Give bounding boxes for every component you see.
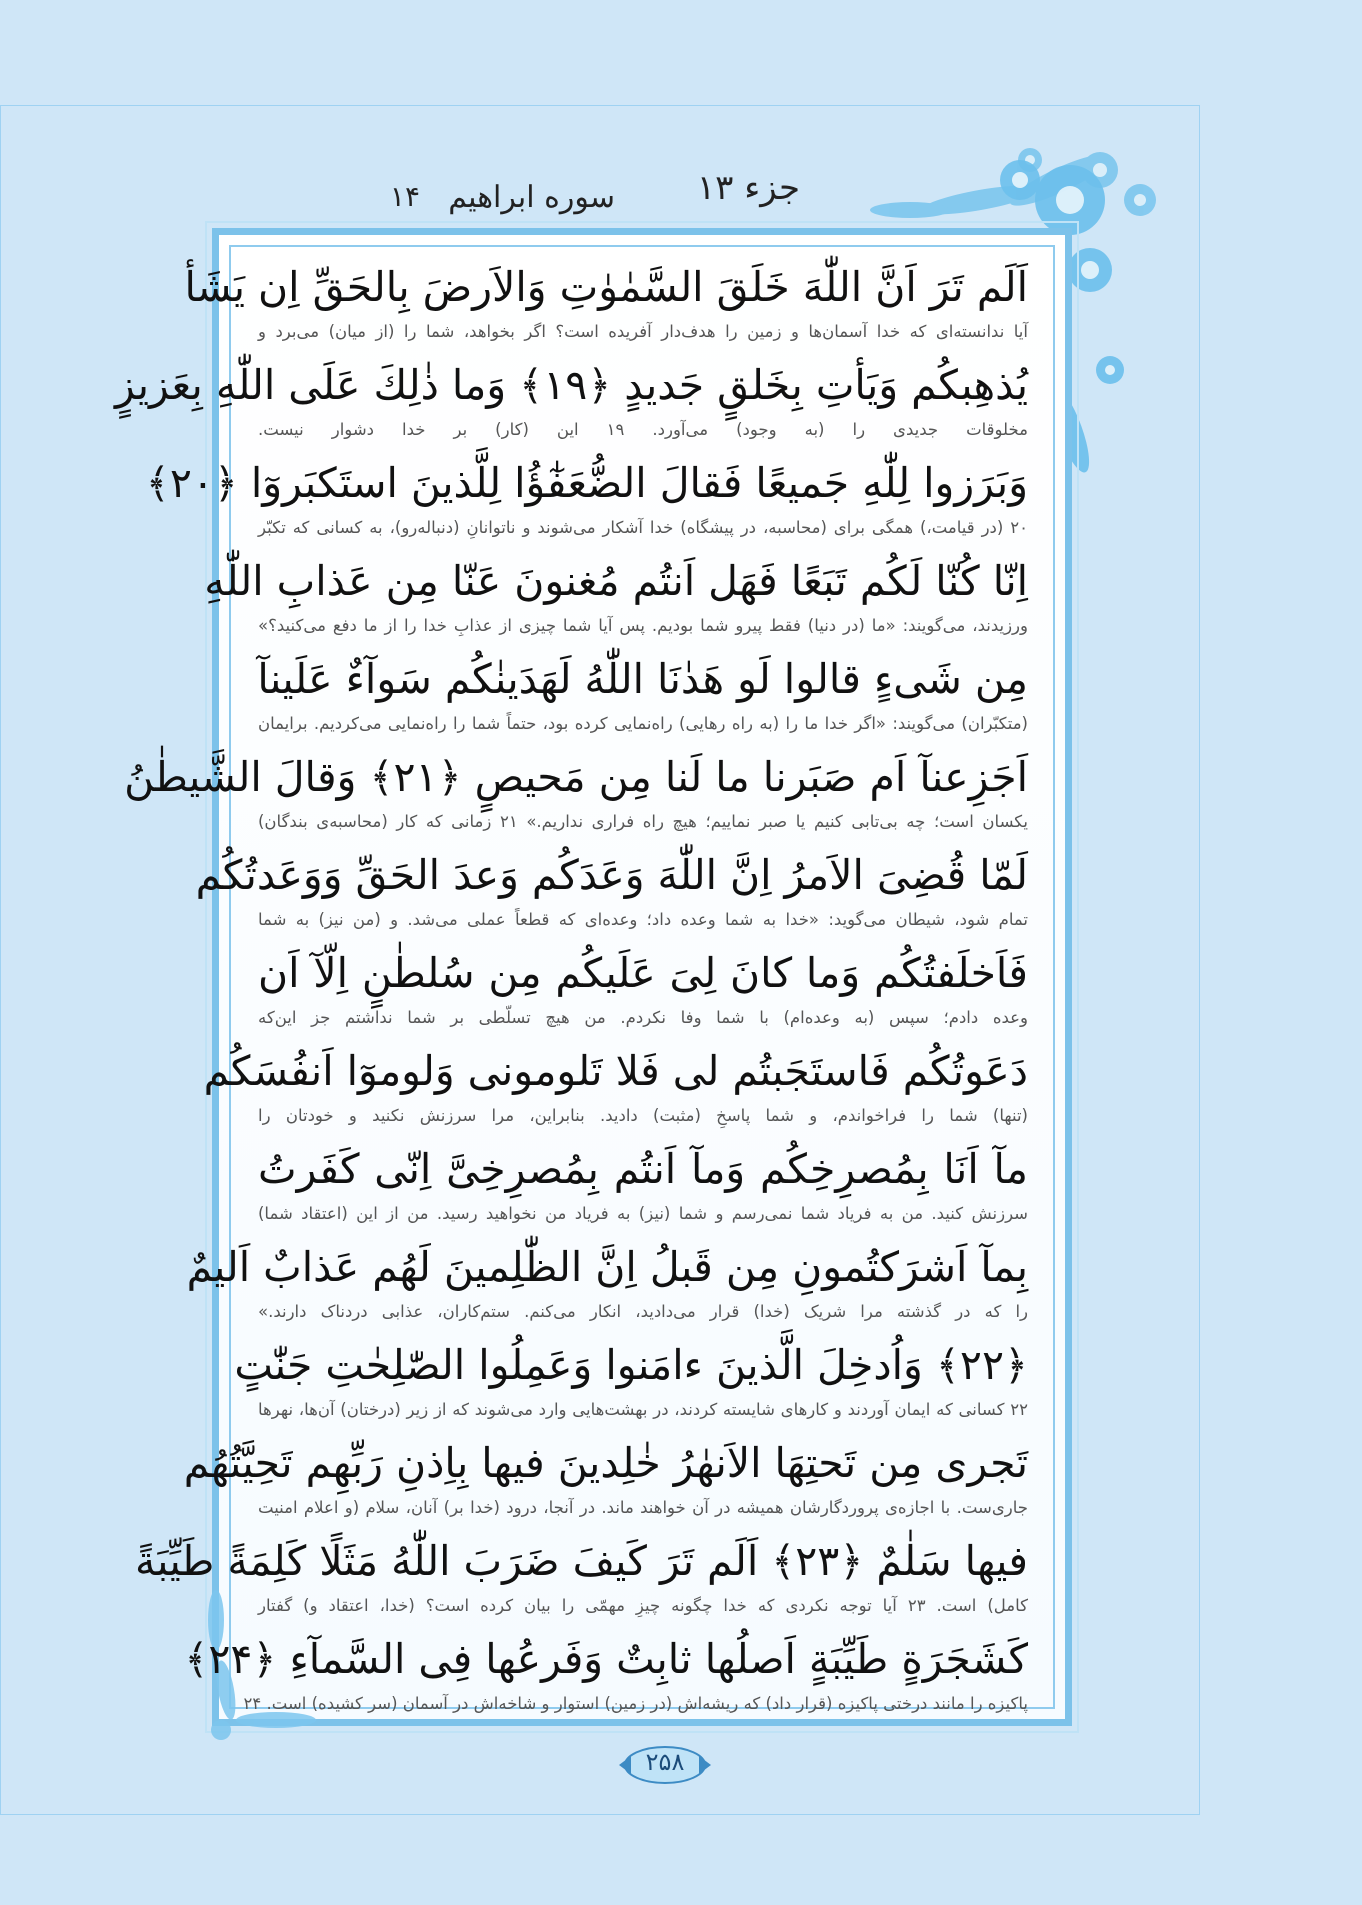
persian-translation-line: وعده دادم؛ سپس (به وعده‌ام) با شما وفا نکردم. من هیچ تسلّطی بر شما نداشتم جز این‌که <box>258 1008 1028 1027</box>
arabic-verse-line: فیها سَلٰمٌ ﴿۲۳﴾ اَلَم تَرَ کَیفَ ضَرَبَ اللّٰهُ مَثَلًا کَلِمَةً طَیِّبَةً <box>135 1537 1028 1585</box>
verse-block <box>234 1336 1028 1434</box>
surah-name: سوره ابراهیم <box>448 180 615 215</box>
persian-translation-line: ۲۰ (در قیامت،) همگی برای (محاسبه، در پیشگاه) خدا آشکار می‌شوند و ناتوانانِ (دنباله‌رو)، به کسانی که تکبّر <box>258 518 1028 537</box>
persian-translation-line: کامل) است. ۲۳ آیا توجه نکردی که خدا چگونه چیزِ مهمّی را بیان کرده است؟ (خدا، اعتقاد و) گفتار <box>258 1596 1029 1615</box>
verse-block <box>258 944 1028 1042</box>
arabic-verse-line: فَاَخلَفتُکُم وَما کانَ لِیَ عَلَیکُم مِن سُلطٰنٍ اِلّآ اَن <box>258 949 1028 997</box>
surah-number: ۱۴ <box>389 180 420 213</box>
persian-translation-line: را که در گذشته مرا شریک (خدا) قرار می‌دادید، انکار می‌کنم. ستم‌کاران، عذابی دردناک دارند.» <box>258 1302 1028 1321</box>
verse-block <box>183 1434 1028 1532</box>
page-number: ۲۵۸ <box>645 1748 685 1776</box>
verse-block <box>114 356 1029 454</box>
verse-block <box>258 1140 1028 1238</box>
persian-translation-line: (تنها) شما را فراخواندم، و شما پاسخِ (مثبت) دادید. بنابراین، مرا سرزنش نکنید و خودتان را <box>258 1106 1028 1125</box>
persian-translation-line: ورزیدند، می‌گویند: «ما (در دنیا) فقط پیرو شما بودیم. پس آیا شما چیزی از عذابِ خدا را از ما دفع می‌کنید؟» <box>258 616 1028 635</box>
arabic-verse-line: وَبَرَزوا لِلّٰهِ جَمیعًا فَقالَ الضُّعَفٰٓؤُا لِلَّذینَ استَکبَروٓا ﴿۲۰﴾ <box>145 459 1028 507</box>
arabic-verse-line: تَجری مِن تَحتِهَا الاَنهٰرُ خٰلِدینَ فیها بِاِذنِ رَبِّهِم تَحِیَّتُهُم <box>183 1439 1028 1487</box>
arabic-verse-line: لَمّا قُضِیَ الاَمرُ اِنَّ اللّٰهَ وَعَدَکُم وَعدَ الحَقِّ وَوَعَدتُکُم <box>195 851 1028 899</box>
verse-block <box>186 1238 1028 1336</box>
persian-translation-line: آیا ندانسته‌ای که خدا آسمان‌ها و زمین را هدف‌دار آفریده است؟ اگر بخواهد، شما را (از میان) می‌برد و <box>258 322 1028 341</box>
arabic-verse-line: مآ اَنَا بِمُصرِخِکُم وَمآ اَنتُم بِمُصرِخِیَّ اِنّی کَفَرتُ <box>258 1145 1028 1193</box>
persian-translation-line: مخلوقات جدیدی را (به وجود) می‌آورد. ۱۹ این (کار) بر خدا دشوار نیست. <box>258 420 1029 439</box>
persian-translation-line: تمام شود، شیطان می‌گوید: «خدا به شما وعده داد؛ وعده‌ای که قطعاً عملی می‌شد. و (من نیز) به شما <box>258 910 1028 929</box>
arabic-verse-line: بِمآ اَشرَکتُمونِ مِن قَبلُ اِنَّ الظّٰلِمینَ لَهُم عَذابٌ اَلیمٌ <box>186 1243 1028 1291</box>
page-header <box>370 160 800 220</box>
verse-block <box>204 552 1028 650</box>
persian-translation-line: (متکبّران) می‌گویند: «اگر خدا ما را (به راه رهایی) راه‌نمایی کرده بود، حتماً شما را راه‌نمایی می‌کردیم. برایمان <box>258 714 1028 733</box>
verse-block <box>184 258 1028 356</box>
verse-block <box>135 1532 1029 1630</box>
persian-translation-line: پاکیزه را مانند درختی پاکیزه (قرار داد) که ریشه‌اش (در زمین) استوار و شاخه‌اش در آسمان (سر کشیده) است. ۲۴ <box>243 1694 1028 1713</box>
arabic-verse-line: یُذهِبکُم وَیَأتِ بِخَلقٍ جَدیدٍ ﴿۱۹﴾ وَما ذٰلِكَ عَلَی اللّٰهِ بِعَزیزٍ <box>114 361 1028 409</box>
arabic-verse-line: اَجَزِعنآ اَم صَبَرنا ما لَنا مِن مَحیصٍ ﴿۲۱﴾ وَقالَ الشَّیطٰنُ <box>124 753 1028 801</box>
verse-block <box>124 748 1028 846</box>
arabic-verse-line: ﴿۲۲﴾ وَاُدخِلَ الَّذینَ ءامَنوا وَعَمِلُوا الصّٰلِحٰتِ جَنّٰتٍ <box>234 1341 1028 1389</box>
verse-block <box>145 454 1028 552</box>
persian-translation-line: ۲۲ کسانی که ایمان آوردند و کارهای شایسته کردند، در بهشت‌هایی وارد می‌شوند که از زیر (درختان) آن‌ها، نهرها <box>258 1400 1028 1419</box>
arabic-verse-line: اَلَم تَرَ اَنَّ اللّٰهَ خَلَقَ السَّمٰوٰتِ وَالاَرضَ بِالحَقِّ اِن یَشَأ <box>184 263 1028 311</box>
arabic-verse-line: دَعَوتُکُم فَاستَجَبتُم لی فَلا تَلومونی وَلوموٓا اَنفُسَکُم <box>203 1047 1028 1095</box>
verse-block <box>184 1630 1028 1728</box>
verse-content <box>114 258 1029 1728</box>
arabic-verse-line: کَشَجَرَةٍ طَیِّبَةٍ اَصلُها ثابِتٌ وَفَرعُها فِی السَّمآءِ ﴿۲۴﴾ <box>184 1635 1028 1683</box>
persian-translation-line: سرزنش کنید. من به فریاد شما نمی‌رسم و شما (نیز) به فریاد من نخواهید رسید. من از این (اعتقاد شما) <box>258 1204 1028 1223</box>
arabic-verse-line: اِنّا کُنّا لَکُم تَبَعًا فَهَل اَنتُم مُغنونَ عَنّا مِن عَذابِ اللّٰهِ <box>204 557 1028 605</box>
arabic-verse-line: مِن شَیءٍ قالوا لَو هَدٰنَا اللّٰهُ لَهَدَینٰکُم سَوآءٌ عَلَینآ <box>257 655 1028 703</box>
verse-block <box>258 650 1028 748</box>
persian-translation-line: جاری‌ست. با اجازه‌ی پروردگارشان همیشه در آن خواهند ماند. در آنجا، درود (خدا بر) آنان، سلام (و اعلام امنیت <box>258 1498 1028 1517</box>
juz-label: جزء ۱۳ <box>696 168 800 208</box>
verse-block <box>203 1042 1028 1140</box>
persian-translation-line: یکسان است؛ چه بی‌تابی کنیم یا صبر نماییم؛ هیچ راه فراری نداریم.» ۲۱ زمانی که کار (محاسبه‌ی بندگان) <box>258 812 1028 831</box>
verse-block <box>195 846 1028 944</box>
